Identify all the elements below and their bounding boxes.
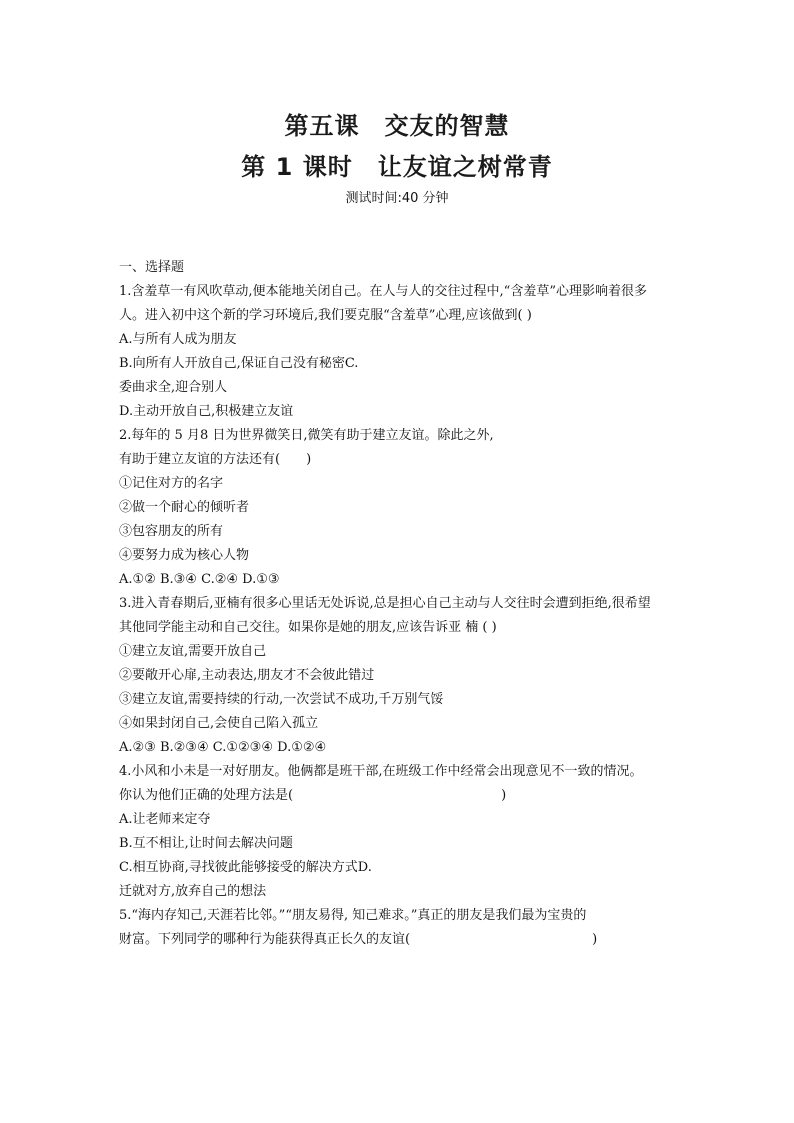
option-line: 委曲求全,迎合别人 [119, 380, 228, 395]
answer-choices: A.②③ B.②③④ C.①②③④ D.①②④ [119, 740, 327, 755]
option-line: C.相互协商,寻找彼此能够接受的解决方式D. [119, 860, 372, 875]
question-stem-line: 3.进入青春期后,亚楠有很多心里话无处诉说,总是担心自己主动与人交往时会遭到拒绝,很希望 [119, 596, 651, 611]
option-line: B.互不相让,让时间去解决问题 [119, 836, 293, 851]
question-stem-line: 4.小风和小未是一对好朋友。他俩都是班干部,在班级工作中经常会出现意见不一致的情况。 [119, 764, 643, 779]
option-line: ③包容朋友的所有 [119, 524, 224, 539]
question-content [119, 256, 699, 952]
lesson-subtitle: 第 1 课时 让友谊之树常青 [241, 153, 553, 181]
option-line: ①建立友谊,需要开放自己 [119, 644, 267, 659]
answer-choices: A.①② B.③④ C.②④ D.①③ [119, 572, 280, 587]
option-line: A.让老师来定夺 [119, 812, 211, 827]
option-line: B.向所有人开放自己,保证自己没有秘密C. [119, 356, 359, 371]
test-time: 测试时间:40 分钟 [345, 191, 449, 206]
question-stem-line: 5.“海内存知己,天涯若比邻。”“朋友易得, 知己难求。”真正的朋友是我们最为宝贵的 [119, 908, 587, 923]
question-stem-line: 1.含羞草一有风吹草动,便本能地关闭自己。在人与人的交往过程中,“含羞草”心理影响着很多 [119, 284, 647, 299]
question-5 [119, 904, 699, 952]
question-1 [119, 280, 699, 424]
option-line: ②做一个耐心的倾听者 [119, 500, 250, 515]
option-line: A.与所有人成为朋友 [119, 332, 237, 347]
question-4 [119, 760, 699, 904]
option-line: ④如果封闭自己,会使自己陷入孤立 [119, 716, 319, 731]
question-stem-line: 财富。下列同学的哪种行为能获得真正长久的友谊( ) [119, 932, 598, 947]
question-3 [119, 592, 699, 760]
option-line: ②要敞开心扉,主动表达,朋友才不会彼此错过 [119, 668, 375, 683]
option-line: 迁就对方,放弃自己的想法 [119, 884, 267, 899]
question-stem-line: 有助于建立友谊的方法还有( ) [119, 452, 312, 467]
option-line: D.主动开放自己,积极建立友谊 [119, 404, 294, 419]
option-line: ④要努力成为核心人物 [119, 548, 250, 563]
question-stem-line: 你认为他们正确的处理方法是( ) [119, 788, 507, 803]
option-line: ③建立友谊,需要持续的行动,一次尝试不成功,千万别气馁 [119, 692, 444, 707]
question-stem-line: 其他同学能主动和自己交往。如果你是她的朋友,应该告诉亚 楠 ( ) [119, 620, 497, 635]
question-stem-line: 人。进入初中这个新的学习环境后,我们要克服“含羞草”心理,应该做到( ) [119, 308, 532, 323]
section-heading: 一、选择题 [119, 260, 185, 275]
question-2 [119, 424, 699, 592]
option-line: ①记住对方的名字 [119, 476, 224, 491]
lesson-title: 第五课 交友的智慧 [284, 112, 510, 140]
question-stem-line: 2.每年的 5 月8 日为世界微笑日,微笑有助于建立友谊。除此之外, [119, 428, 494, 443]
